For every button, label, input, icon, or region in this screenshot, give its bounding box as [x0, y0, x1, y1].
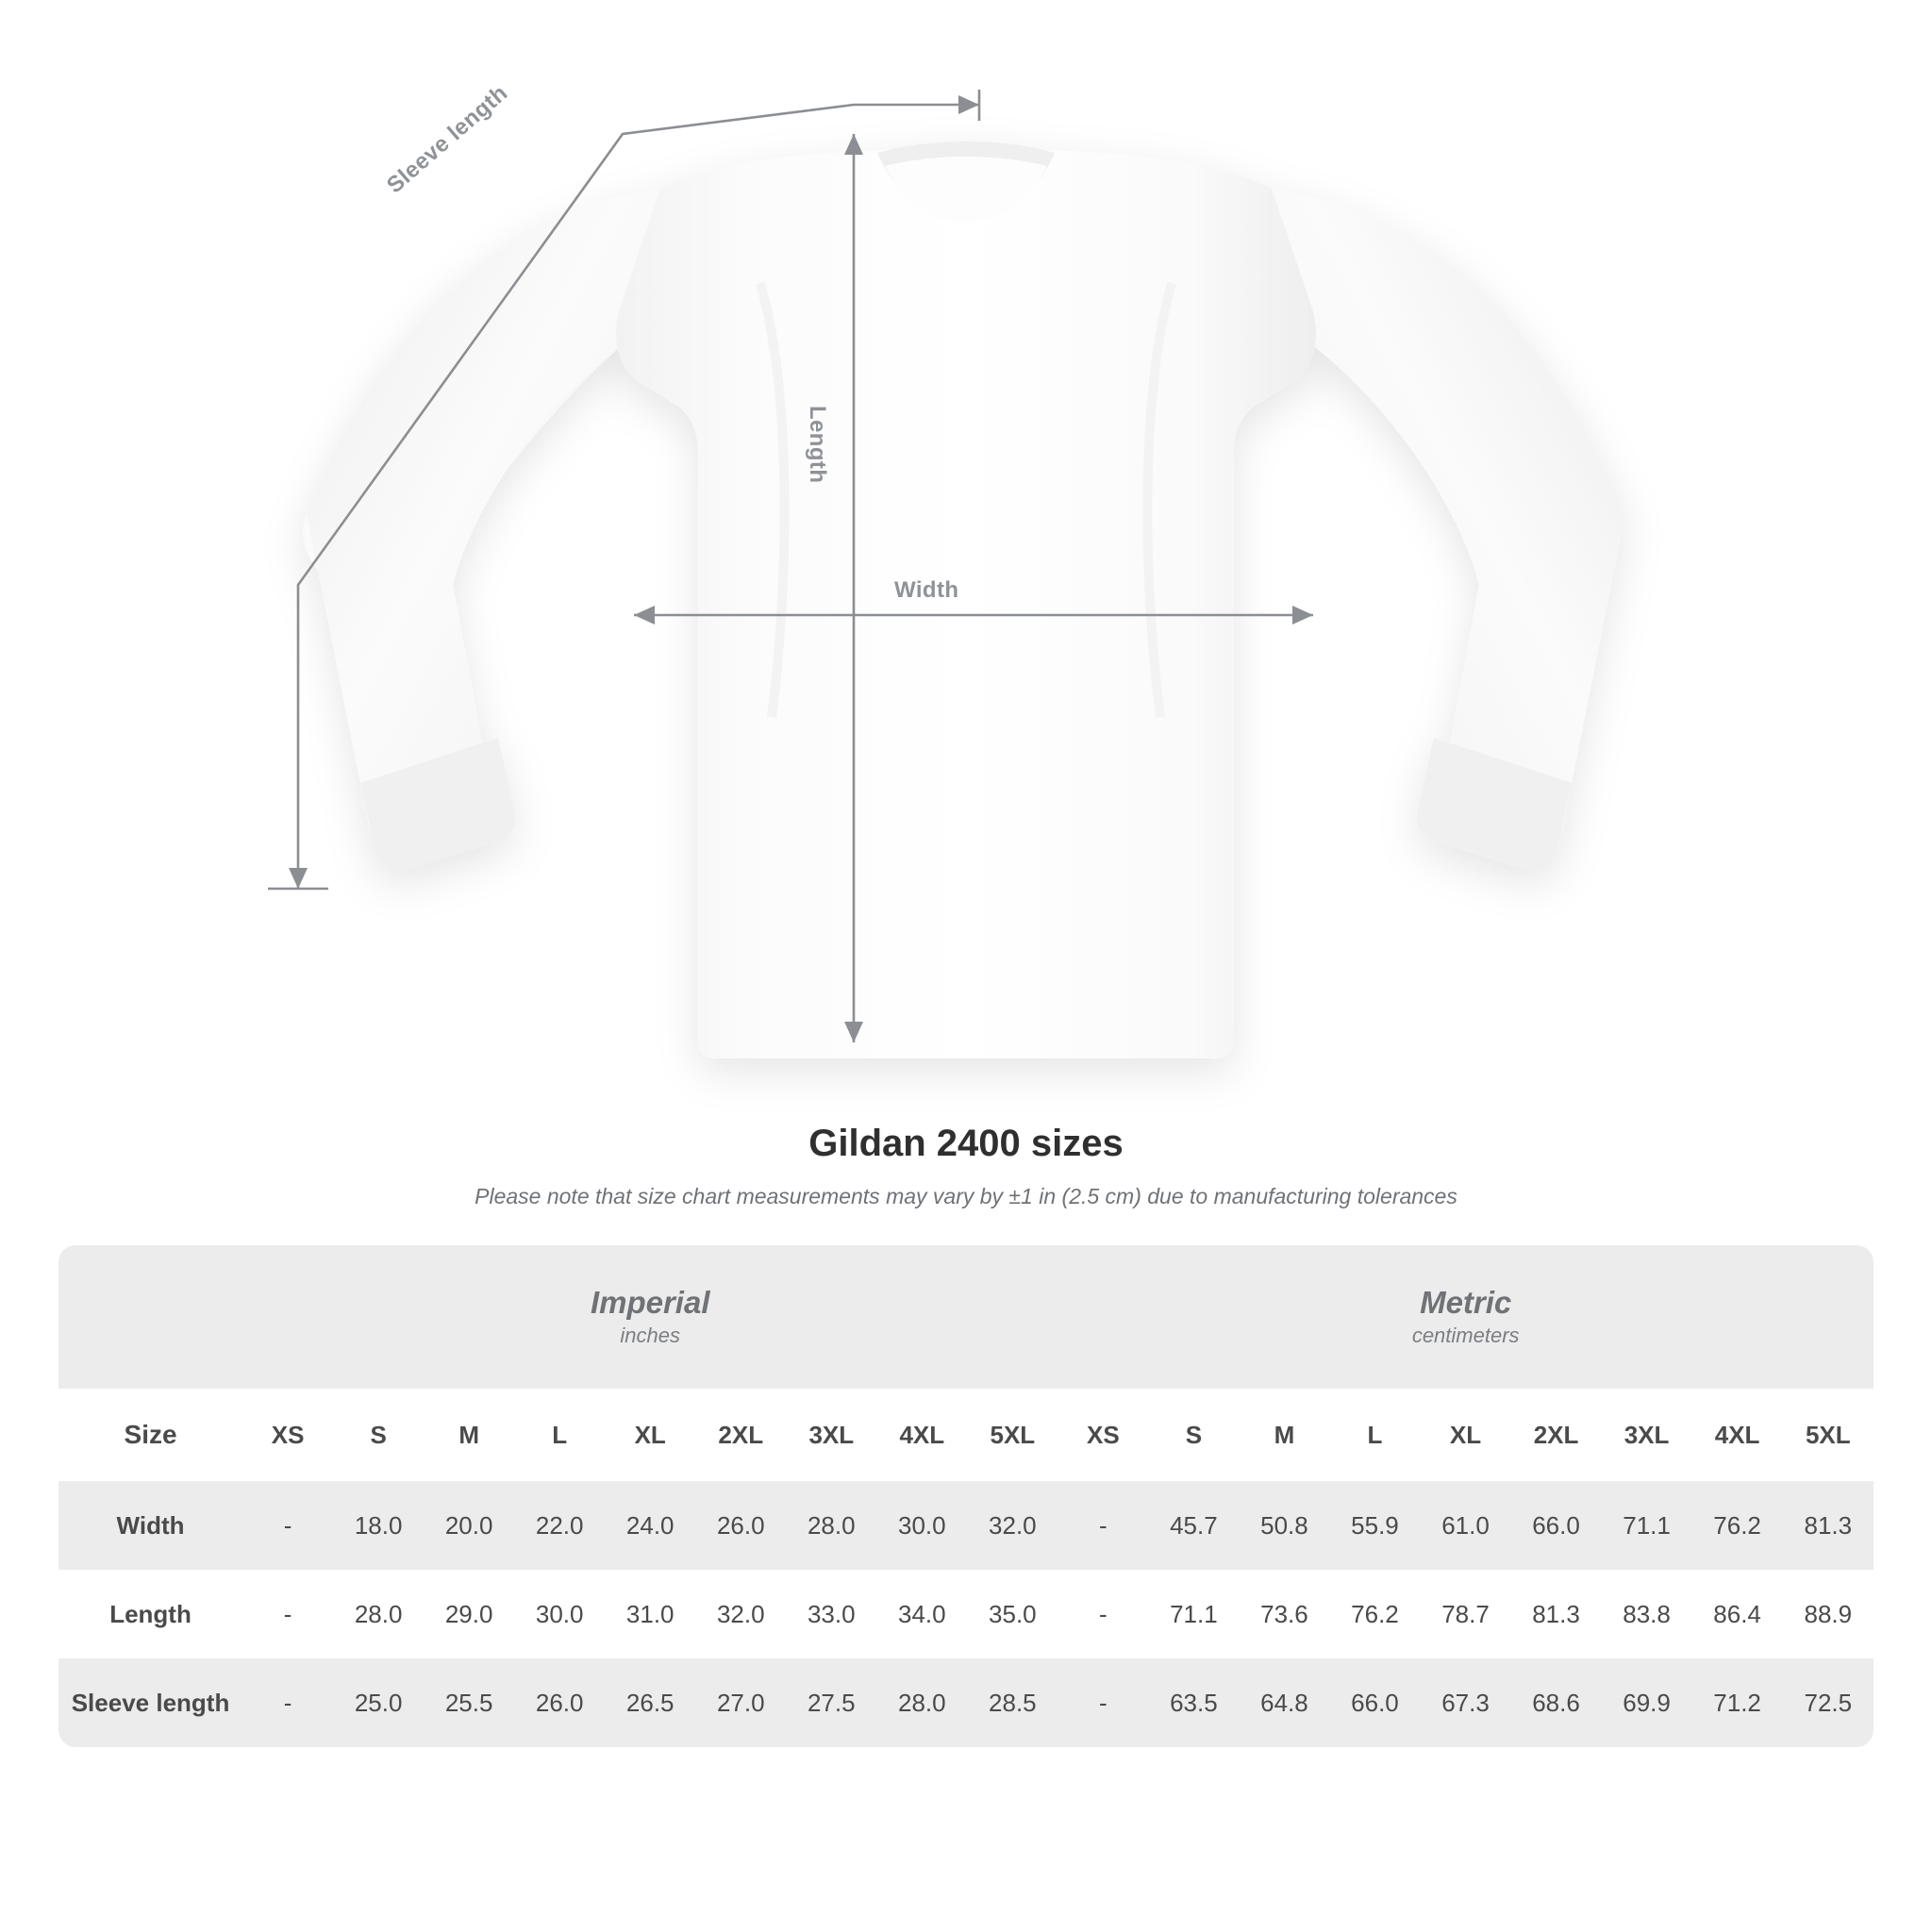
cell-sleeve-17: 72.5	[1783, 1658, 1874, 1747]
table-row	[58, 1570, 1874, 1658]
cell-width-8: 32.0	[967, 1481, 1058, 1570]
cell-width-15: 71.1	[1602, 1481, 1692, 1570]
cell-length-12: 76.2	[1329, 1570, 1420, 1658]
size-col-2xl-imperial: 2XL	[695, 1389, 786, 1481]
sleeve-length-dimension-label: Sleeve length	[382, 80, 513, 199]
cell-width-2: 20.0	[424, 1481, 514, 1570]
size-col-s-metric: S	[1148, 1389, 1239, 1481]
size-col-xl-metric: XL	[1420, 1389, 1510, 1481]
cell-length-9: -	[1058, 1570, 1148, 1658]
size-col-s-imperial: S	[333, 1389, 424, 1481]
size-col-5xl-imperial: 5XL	[967, 1389, 1058, 1481]
size-col-4xl-metric: 4XL	[1692, 1389, 1783, 1481]
cell-length-15: 83.8	[1602, 1570, 1692, 1658]
metric-unit-sub: centimeters	[1411, 1324, 1520, 1348]
cell-length-5: 32.0	[695, 1570, 786, 1658]
size-col-xs-imperial: XS	[242, 1389, 333, 1481]
cell-width-17: 81.3	[1783, 1481, 1874, 1570]
cell-width-14: 66.0	[1511, 1481, 1602, 1570]
cell-sleeve-16: 71.2	[1692, 1658, 1783, 1747]
cell-width-12: 55.9	[1329, 1481, 1420, 1570]
cell-sleeve-6: 27.5	[786, 1658, 876, 1747]
title-block	[0, 1123, 1932, 1209]
size-col-l-imperial: L	[514, 1389, 605, 1481]
cell-width-11: 50.8	[1239, 1481, 1329, 1570]
cell-sleeve-1: 25.0	[333, 1658, 424, 1747]
size-header-row	[58, 1389, 1874, 1481]
cell-length-17: 88.9	[1783, 1570, 1874, 1658]
cell-width-10: 45.7	[1148, 1481, 1239, 1570]
cell-width-4: 24.0	[605, 1481, 695, 1570]
cell-sleeve-9: -	[1058, 1658, 1148, 1747]
cell-width-9: -	[1058, 1481, 1148, 1570]
cell-sleeve-7: 28.0	[876, 1658, 967, 1747]
size-col-2xl-metric: 2XL	[1511, 1389, 1602, 1481]
size-table	[58, 1245, 1874, 1747]
cell-sleeve-12: 66.0	[1329, 1658, 1420, 1747]
cell-length-16: 86.4	[1692, 1570, 1783, 1658]
table-row	[58, 1481, 1874, 1570]
row-label-length: Length	[58, 1570, 242, 1658]
imperial-unit-name: Imperial	[590, 1284, 710, 1320]
cell-length-2: 29.0	[424, 1570, 514, 1658]
metric-unit-name: Metric	[1420, 1284, 1512, 1320]
cell-sleeve-8: 28.5	[967, 1658, 1058, 1747]
cell-sleeve-2: 25.5	[424, 1658, 514, 1747]
cell-length-1: 28.0	[333, 1570, 424, 1658]
cell-sleeve-3: 26.0	[514, 1658, 605, 1747]
length-dimension-label: Length	[805, 406, 830, 484]
unit-header-row	[58, 1245, 1874, 1389]
cell-width-3: 22.0	[514, 1481, 605, 1570]
size-col-xs-metric: XS	[1058, 1389, 1148, 1481]
row-label-sleeve-length: Sleeve length	[58, 1658, 242, 1747]
cell-sleeve-10: 63.5	[1148, 1658, 1239, 1747]
cell-width-1: 18.0	[333, 1481, 424, 1570]
cell-sleeve-13: 67.3	[1420, 1658, 1510, 1747]
cell-length-6: 33.0	[786, 1570, 876, 1658]
cell-width-13: 61.0	[1420, 1481, 1510, 1570]
unit-spacer-cell	[58, 1245, 242, 1389]
size-col-5xl-metric: 5XL	[1783, 1389, 1874, 1481]
size-col-3xl-metric: 3XL	[1602, 1389, 1692, 1481]
size-table-wrapper	[58, 1245, 1874, 1747]
cell-width-16: 76.2	[1692, 1481, 1783, 1570]
cell-width-5: 26.0	[695, 1481, 786, 1570]
cell-sleeve-4: 26.5	[605, 1658, 695, 1747]
cell-length-13: 78.7	[1420, 1570, 1510, 1658]
cell-length-3: 30.0	[514, 1570, 605, 1658]
cell-sleeve-15: 69.9	[1602, 1658, 1692, 1747]
imperial-header-cell	[242, 1245, 1058, 1389]
cell-width-0: -	[242, 1481, 333, 1570]
table-row	[58, 1658, 1874, 1747]
row-label-width: Width	[58, 1481, 242, 1570]
tolerance-note: Please note that size chart measurements may vary by ±1 in (2.5 cm) due to manufacturing tolerances	[475, 1184, 1457, 1208]
size-col-m-imperial: M	[424, 1389, 514, 1481]
page-title: Gildan 2400 sizes	[808, 1123, 1124, 1164]
cell-length-14: 81.3	[1511, 1570, 1602, 1658]
imperial-unit-sub: inches	[620, 1324, 681, 1348]
size-col-3xl-imperial: 3XL	[786, 1389, 876, 1481]
metric-header-cell	[1058, 1245, 1874, 1389]
cell-sleeve-14: 68.6	[1511, 1658, 1602, 1747]
shirt-shape	[303, 142, 1625, 1058]
cell-sleeve-11: 64.8	[1239, 1658, 1329, 1747]
size-col-4xl-imperial: 4XL	[876, 1389, 967, 1481]
cell-length-0: -	[242, 1570, 333, 1658]
cell-length-11: 73.6	[1239, 1570, 1329, 1658]
cell-sleeve-5: 27.0	[695, 1658, 786, 1747]
cell-width-7: 30.0	[876, 1481, 967, 1570]
size-header-label: Size	[58, 1389, 242, 1481]
cell-sleeve-0: -	[242, 1658, 333, 1747]
cell-length-7: 34.0	[876, 1570, 967, 1658]
size-col-m-metric: M	[1239, 1389, 1329, 1481]
size-col-l-metric: L	[1329, 1389, 1420, 1481]
cell-length-10: 71.1	[1148, 1570, 1239, 1658]
cell-length-8: 35.0	[967, 1570, 1058, 1658]
size-col-xl-imperial: XL	[605, 1389, 695, 1481]
width-dimension-label: Width	[894, 577, 959, 603]
cell-width-6: 28.0	[786, 1481, 876, 1570]
cell-length-4: 31.0	[605, 1570, 695, 1658]
